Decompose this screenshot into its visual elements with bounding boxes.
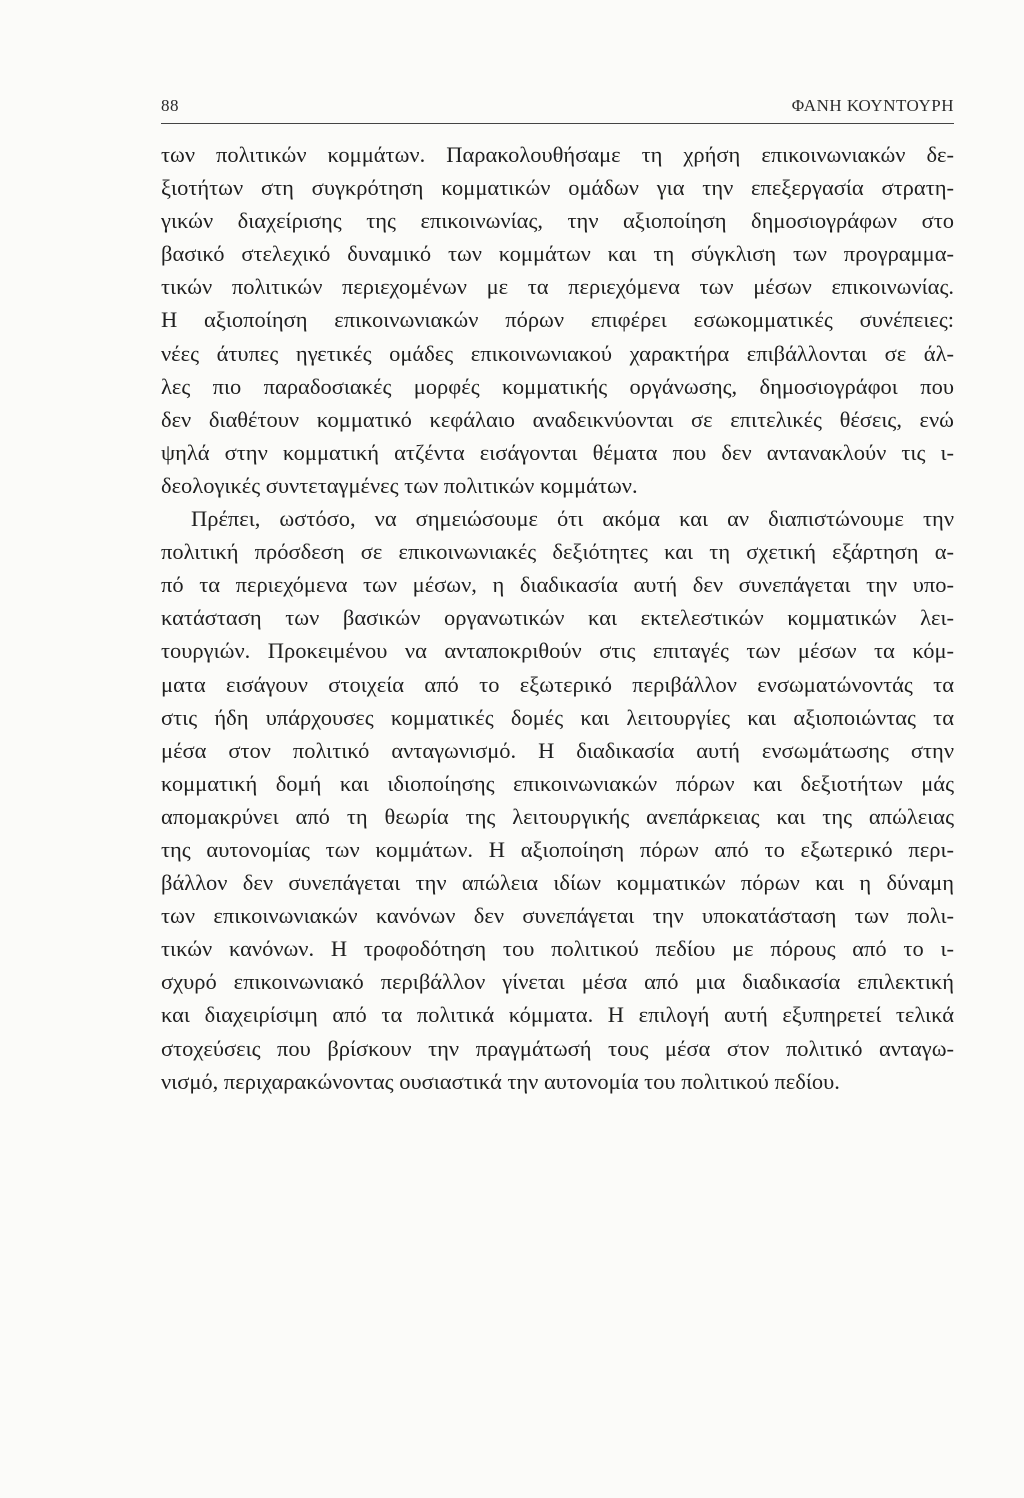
text-line: λες πιο παραδοσιακές μορφές κομματικής οργάνωσης, δημοσιογράφοι που	[161, 373, 954, 399]
text-line: Πρέπει, ωστόσο, να σημειώσουμε ότι ακόμα και αν διαπιστώνουμε την	[191, 506, 954, 532]
text-line: τικών πολιτικών περιεχομένων με τα περιεχόμενα των μέσων επικοινωνίας.	[161, 274, 954, 300]
text-line: και διαχειρίσιμη από τα πολιτικά κόμματα. Η επιλογή αυτή εξυπηρετεί τελικά	[161, 1002, 954, 1028]
paragraph-2	[161, 502, 954, 1098]
text-line: απομακρύνει από τη θεωρία της λειτουργικής ανεπάρκειας και της απώλειας	[161, 803, 954, 829]
text-line: νέες άτυπες ηγετικές ομάδες επικοινωνιακού χαρακτήρα επιβάλλονται σε άλ-	[161, 340, 954, 366]
text-line: βασικό στελεχικό δυναμικό των κομμάτων και τη σύγκλιση των προγραμμα-	[161, 241, 954, 267]
text-line: τουργιών. Προκειμένου να ανταποκριθούν στις επιταγές των μέσων τα κόμ-	[161, 638, 954, 664]
text-line: γικών διαχείρισης της επικοινωνίας, την αξιοποίηση δημοσιογράφων στο	[161, 208, 954, 234]
text-line: στοχεύσεις που βρίσκουν την πραγμάτωσή τους μέσα στον πολιτικό ανταγω-	[161, 1035, 954, 1061]
text-line: των πολιτικών κομμάτων. Παρακολουθήσαμε τη χρήση επικοινωνιακών δε-	[161, 142, 954, 167]
text-line: σχυρό επικοινωνιακό περιβάλλον γίνεται μέσα από μια διαδικασία επιλεκτική	[161, 969, 954, 995]
text-line: ξιοτήτων στη συγκρότηση κομματικών ομάδων για την επεξεργασία στρατη-	[161, 175, 954, 201]
text-line: δεν διαθέτουν κομματικό κεφάλαιο αναδεικνύονται σε επιτελικές θέσεις, ενώ	[161, 406, 954, 432]
text-line: κομματική δομή και ιδιοποίησης επικοινωνιακών πόρων και δεξιοτήτων μάς	[161, 770, 954, 796]
text-line: νισμό, περιχαρακώνοντας ουσιαστικά την αυτονομία του πολιτικού πεδίου.	[161, 1068, 840, 1094]
text-line: μέσα στον πολιτικό ανταγωνισμό. Η διαδικασία αυτή ενσωμάτωσης στην	[161, 737, 954, 763]
text-line: των επικοινωνιακών κανόνων δεν συνεπάγεται την υποκατάσταση των πολι-	[161, 903, 954, 929]
text-line: δεολογικές συντεταγμένες των πολιτικών κομμάτων.	[161, 472, 638, 498]
text-line: Η αξιοποίηση επικοινωνιακών πόρων επιφέρει εσωκομματικές συνέπειες:	[161, 307, 954, 333]
body-text	[161, 138, 954, 1098]
header-rule	[161, 123, 954, 124]
paragraph-1	[161, 138, 954, 502]
text-line: κατάσταση των βασικών οργανωτικών και εκτελεστικών κομματικών λει-	[161, 605, 954, 631]
text-line: πολιτική πρόσδεση σε επικοινωνιακές δεξιότητες και τη σχετική εξάρτηση α-	[161, 539, 954, 565]
text-line: της αυτονομίας των κομμάτων. Η αξιοποίηση πόρων από το εξωτερικό περι-	[161, 836, 954, 862]
text-line: βάλλον δεν συνεπάγεται την απώλεια ιδίων κομματικών πόρων και η δύναμη	[161, 870, 954, 896]
text-line: τικών κανόνων. Η τροφοδότηση του πολιτικού πεδίου με πόρους από το ι-	[161, 936, 954, 962]
page-number: 88	[161, 96, 179, 115]
running-head-author: ΦΑΝΗ ΚΟΥΝΤΟΥΡΗ	[791, 96, 954, 115]
text-line: ματα εισάγουν στοιχεία από το εξωτερικό περιβάλλον ενσωματώνοντάς τα	[161, 671, 954, 697]
text-line: ψηλά στην κομματική ατζέντα εισάγονται θέματα που δεν αντανακλούν τις ι-	[161, 439, 954, 465]
running-head	[161, 96, 954, 122]
text-line: πό τα περιεχόμενα των μέσων, η διαδικασία αυτή δεν συνεπάγεται την υπο-	[161, 572, 954, 598]
text-line: στις ήδη υπάρχουσες κομματικές δομές και λειτουργίες και αξιοποιώντας τα	[161, 704, 954, 730]
